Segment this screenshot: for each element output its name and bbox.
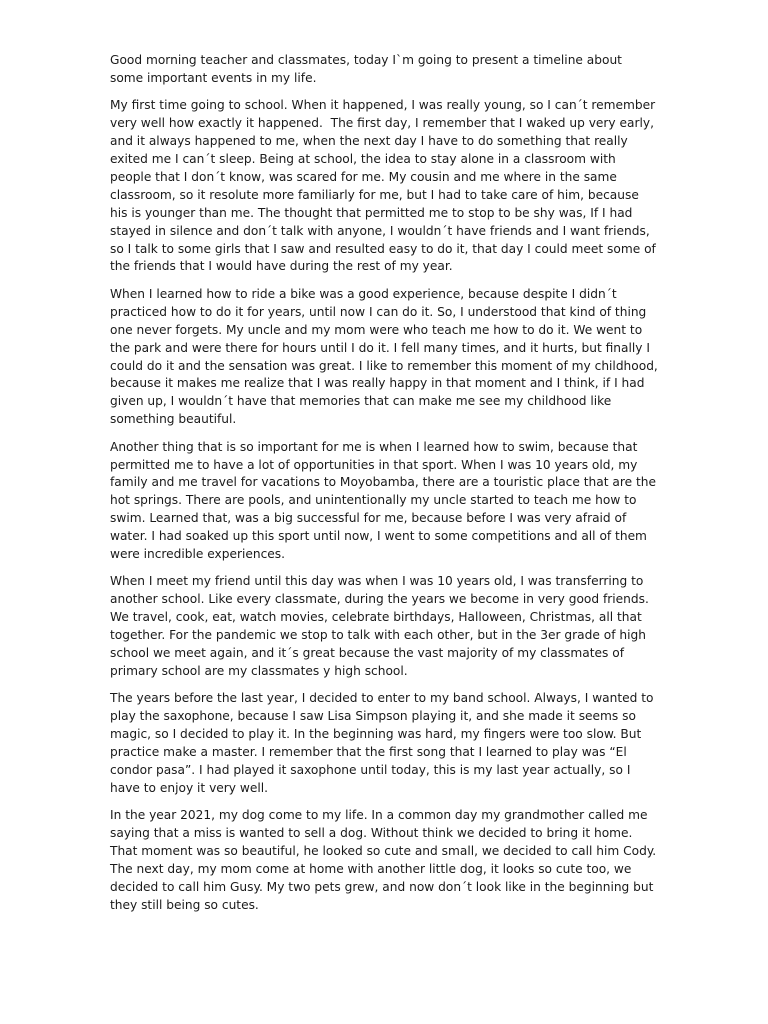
paragraph-saxophone: The years before the last year, I decided to enter to my band school. Always, I wanted to play the saxophone, because I saw Lisa Simpson playing it, and she made it seems so magic, so I decided to play it. In the beginning was hard, my fingers were too slow. But practice make a master. I remember that the first song that I learned to play was “El condor pasa”. I had played it saxophone until today, this is my last year actually, so I have to enjoy it very well. (110, 691, 658, 795)
paragraph-dogs: In the year 2021, my dog come to my life. In a common day my grandmother called me saying that a miss is wanted to sell a dog. Without think we decided to bring it home. That moment was so beautiful, he looked so cute and small, we decided to call him Cody. The next day, my mom come at home with another little dog, it looks so cute too, we decided to call him Gusy. My two pets grew, and now don´t look like in the beginning but they still being so cutes. (110, 808, 661, 912)
paragraph-intro: Good morning teacher and classmates, today I`m going to present a timeline about some important events in my life. (110, 53, 626, 85)
paragraph-friend: When I meet my friend until this day was when I was 10 years old, I was transferring to another school. Like every classmate, during the years we become in very good friends. We travel, cook, eat, watch movies, celebrate birthdays, Halloween, Christmas, all that together. For the pandemic we stop to talk with each other, but in the 3er grade of high school we meet again, and it´s great because the vast majority of my classmates of primary school are my classmates y high school. (110, 574, 653, 678)
paragraph-bike: When I learned how to ride a bike was a good experience, because despite I didn´t practiced how to do it for years, until now I can do it. So, I understood that kind of thing one never forgets. My uncle and my mom were who teach me how to do it. We went to the park and were there for hours until I do it. I fell many times, and it hurts, but finally I could do it and the sensation was great. I like to remember this moment of my childhood, because it makes me realize that I was really happy in that moment and I think, if I had given up, I wouldn´t have that memories that can make me see my childhood like something beautiful. (110, 286, 662, 427)
document-body (110, 52, 662, 924)
paragraph-school: My first time going to school. When it happened, I was really young, so I can´t remember very well how exactly it happened. The first day, I remember that I waked up very early, and it always happened to me, when the next day I have to do something that really exited me I can´t sleep. Being at school, the idea to stay alone in a classroom with people that I don´t know, was scared for me. My cousin and me where in the same classroom, so it resolute more familiarly for me, but I had to take care of him, because his is younger than me. The thought that permitted me to stop to be shy was, If I had stayed in silence and don´t talk with anyone, I wouldn´t have friends and I want friends, so I talk to some girls that I saw and resulted easy to do it, that day I could meet some of the friends that I would have during the rest of my year. (110, 98, 660, 274)
paragraph-swim: Another thing that is so important for me is when I learned how to swim, because that permitted me to have a lot of opportunities in that sport. When I was 10 years old, my family and me travel for vacations to Moyobamba, there are a touristic place that are the hot springs. There are pools, and unintentionally my uncle started to teach me how to swim. Learned that, was a big successful for me, because before I was very afraid of water. I had soaked up this sport until now, I went to some competitions and all of them were incredible experiences. (110, 439, 660, 562)
